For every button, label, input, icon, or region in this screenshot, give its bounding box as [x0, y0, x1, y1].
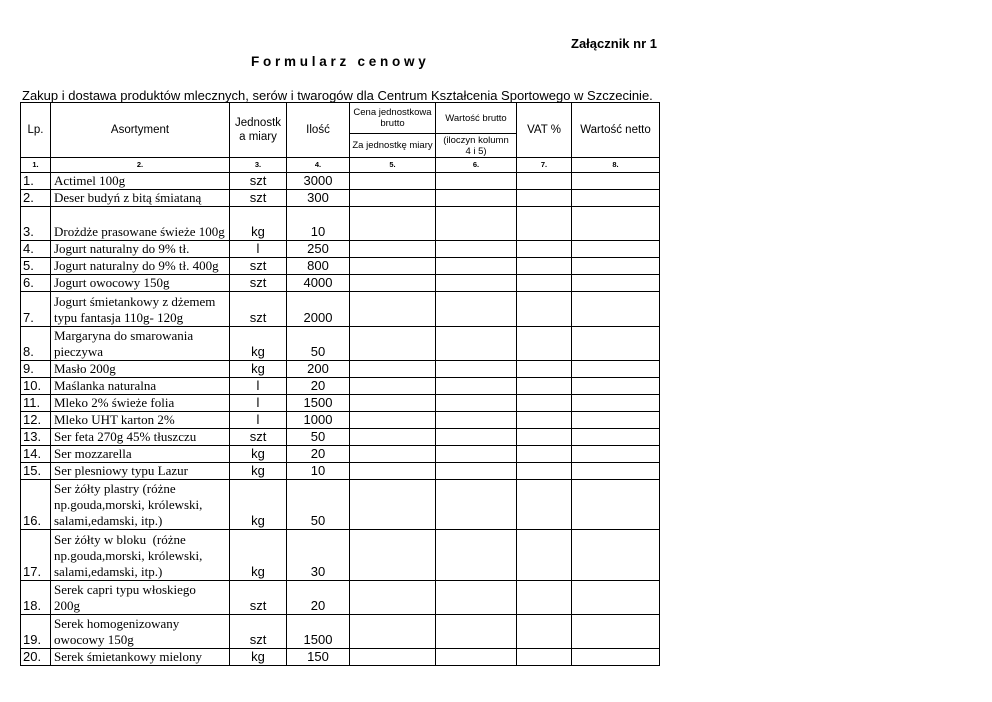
header-unit-line: Jednostk [234, 117, 282, 129]
quantity-cell: 3000 [287, 173, 350, 190]
unit-price-cell [350, 258, 436, 275]
unit-cell: kg [230, 463, 287, 480]
assortment-line: Mleko 2% świeże folia [54, 395, 175, 410]
vat-cell [517, 190, 572, 207]
unit-cell: kg [230, 530, 287, 581]
header-quantity: Ilość [287, 103, 350, 158]
net-value-cell [572, 412, 660, 429]
gross-value-cell [436, 615, 517, 649]
assortment-line: owocowy 150g [54, 632, 134, 647]
gross-value-cell [436, 429, 517, 446]
quantity-cell: 50 [287, 327, 350, 361]
assortment-cell [51, 480, 230, 530]
assortment-line: Ser żółty plastry (różne [54, 481, 176, 496]
quantity-cell: 800 [287, 258, 350, 275]
quantity-cell: 20 [287, 581, 350, 615]
quantity-cell: 200 [287, 361, 350, 378]
header-unit-line: a miary [239, 131, 277, 143]
procurement-subject: Zakup i dostawa produktów mlecznych, serów i twarogów dla Centrum Kształcenia Sportowego w Szczecinie. [22, 88, 653, 103]
quantity-cell: 30 [287, 530, 350, 581]
unit-cell: l [230, 395, 287, 412]
assortment-cell [51, 327, 230, 361]
gross-value-cell [436, 190, 517, 207]
lp-cell: 11. [21, 395, 51, 412]
net-value-cell [572, 429, 660, 446]
lp-cell: 20. [21, 649, 51, 666]
vat-cell [517, 581, 572, 615]
lp-cell: 10. [21, 378, 51, 395]
table-row [21, 649, 660, 666]
column-number: 2. [51, 158, 230, 173]
column-number-row [21, 158, 660, 173]
vat-cell [517, 395, 572, 412]
unit-cell: szt [230, 190, 287, 207]
attachment-label: Załącznik nr 1 [571, 36, 657, 51]
quantity-cell: 250 [287, 241, 350, 258]
assortment-line: pieczywa [54, 344, 104, 359]
lp-cell: 19. [21, 615, 51, 649]
net-value-cell [572, 207, 660, 241]
vat-cell [517, 463, 572, 480]
assortment-cell [51, 615, 230, 649]
unit-cell: l [230, 378, 287, 395]
table-row [21, 173, 660, 190]
unit-cell: kg [230, 207, 287, 241]
column-number: 7. [517, 158, 572, 173]
assortment-cell [51, 275, 230, 292]
column-number: 5. [350, 158, 436, 173]
unit-price-cell [350, 581, 436, 615]
net-value-cell [572, 292, 660, 327]
unit-cell: l [230, 412, 287, 429]
table-row [21, 275, 660, 292]
vat-cell [517, 361, 572, 378]
lp-cell: 16. [21, 480, 51, 530]
lp-cell: 17. [21, 530, 51, 581]
net-value-cell [572, 649, 660, 666]
assortment-line: Margaryna do smarowania [54, 328, 194, 343]
unit-price-cell [350, 615, 436, 649]
assortment-cell [51, 258, 230, 275]
table-row [21, 463, 660, 480]
assortment-line: salami,edamski, itp.) [54, 513, 163, 528]
assortment-line: Deser budyń z bitą śmiataną [54, 190, 202, 205]
quantity-cell: 10 [287, 207, 350, 241]
assortment-cell [51, 412, 230, 429]
unit-cell: kg [230, 361, 287, 378]
assortment-line: Jogurt śmietankowy z dżemem [54, 294, 216, 309]
vat-cell [517, 480, 572, 530]
assortment-line: Jogurt naturalny do 9% tł. 400g [54, 258, 219, 273]
net-value-cell [572, 615, 660, 649]
unit-price-cell [350, 378, 436, 395]
lp-cell: 14. [21, 446, 51, 463]
table-body [21, 173, 660, 666]
assortment-cell [51, 429, 230, 446]
lp-cell: 6. [21, 275, 51, 292]
vat-cell [517, 275, 572, 292]
assortment-line: np.gouda,morski, królewski, [54, 497, 203, 512]
vat-cell [517, 429, 572, 446]
gross-value-cell [436, 327, 517, 361]
gross-value-cell [436, 649, 517, 666]
header-gross-value-sub [436, 134, 517, 158]
unit-cell: kg [230, 327, 287, 361]
vat-cell [517, 173, 572, 190]
unit-price-cell [350, 241, 436, 258]
table-row [21, 581, 660, 615]
gross-value-cell [436, 258, 517, 275]
table-row [21, 530, 660, 581]
assortment-cell [51, 463, 230, 480]
assortment-line: Ser żółty w bloku (różne [54, 532, 186, 547]
unit-cell: l [230, 241, 287, 258]
quantity-cell: 50 [287, 429, 350, 446]
assortment-cell [51, 530, 230, 581]
net-value-cell [572, 480, 660, 530]
gross-value-cell [436, 395, 517, 412]
net-value-cell [572, 275, 660, 292]
unit-price-cell [350, 463, 436, 480]
assortment-line: typu fantasja 110g- 120g [54, 310, 184, 325]
assortment-line: Masło 200g [54, 361, 116, 376]
table-row [21, 361, 660, 378]
assortment-cell [51, 190, 230, 207]
assortment-cell [51, 395, 230, 412]
assortment-line: Serek homogenizowany [54, 616, 180, 631]
table-row [21, 615, 660, 649]
unit-cell: szt [230, 615, 287, 649]
net-value-cell [572, 327, 660, 361]
unit-price-cell [350, 446, 436, 463]
unit-price-cell [350, 190, 436, 207]
quantity-cell: 4000 [287, 275, 350, 292]
table-row [21, 207, 660, 241]
net-value-cell [572, 463, 660, 480]
lp-cell: 18. [21, 581, 51, 615]
table-row [21, 241, 660, 258]
quantity-cell: 1000 [287, 412, 350, 429]
gross-value-cell [436, 275, 517, 292]
unit-price-cell [350, 207, 436, 241]
header-gross-value-sub-line: 4 i 5) [465, 145, 487, 157]
assortment-line: Ser feta 270g 45% tłuszczu [54, 429, 197, 444]
column-number: 8. [572, 158, 660, 173]
unit-price-cell [350, 649, 436, 666]
lp-cell: 3. [21, 207, 51, 241]
unit-price-cell [350, 327, 436, 361]
column-number: 6. [436, 158, 517, 173]
unit-cell: szt [230, 292, 287, 327]
table-row [21, 327, 660, 361]
column-number: 4. [287, 158, 350, 173]
assortment-cell [51, 292, 230, 327]
assortment-line: Mleko UHT karton 2% [54, 412, 175, 427]
header-row [21, 103, 660, 134]
table-row [21, 378, 660, 395]
column-number: 3. [230, 158, 287, 173]
header-unit-price-line: Cena jednostkowa [353, 107, 432, 118]
assortment-line: np.gouda,morski, królewski, [54, 548, 203, 563]
unit-cell: szt [230, 429, 287, 446]
net-value-cell [572, 173, 660, 190]
vat-cell [517, 412, 572, 429]
quantity-cell: 10 [287, 463, 350, 480]
assortment-line: Drożdże prasowane świeże 100g [54, 224, 225, 239]
header-unit-price [350, 103, 436, 134]
table-row [21, 292, 660, 327]
net-value-cell [572, 446, 660, 463]
header-gross-value: Wartość brutto [436, 103, 517, 134]
lp-cell: 9. [21, 361, 51, 378]
gross-value-cell [436, 412, 517, 429]
table-row [21, 395, 660, 412]
assortment-line: Maślanka naturalna [54, 378, 157, 393]
unit-price-cell [350, 412, 436, 429]
lp-cell: 7. [21, 292, 51, 327]
vat-cell [517, 615, 572, 649]
lp-cell: 15. [21, 463, 51, 480]
unit-cell: kg [230, 649, 287, 666]
unit-cell: szt [230, 258, 287, 275]
unit-price-cell [350, 173, 436, 190]
vat-cell [517, 649, 572, 666]
vat-cell [517, 241, 572, 258]
unit-price-cell [350, 275, 436, 292]
vat-cell [517, 258, 572, 275]
assortment-cell [51, 581, 230, 615]
unit-price-cell [350, 292, 436, 327]
header-unit [230, 103, 287, 158]
lp-cell: 5. [21, 258, 51, 275]
unit-cell: szt [230, 173, 287, 190]
header-lp: Lp. [21, 103, 51, 158]
gross-value-cell [436, 292, 517, 327]
gross-value-cell [436, 480, 517, 530]
net-value-cell [572, 378, 660, 395]
header-gross-value-sub-line: (iloczyn kolumn [443, 134, 509, 146]
gross-value-cell [436, 581, 517, 615]
unit-price-cell [350, 361, 436, 378]
assortment-line: Serek capri typu włoskiego [54, 582, 196, 597]
assortment-line: Ser mozzarella [54, 446, 132, 461]
gross-value-cell [436, 446, 517, 463]
unit-cell: kg [230, 480, 287, 530]
assortment-line: Actimel 100g [54, 173, 126, 188]
net-value-cell [572, 241, 660, 258]
lp-cell: 1. [21, 173, 51, 190]
vat-cell [517, 327, 572, 361]
header-net-value: Wartość netto [572, 103, 660, 158]
assortment-line: Ser plesniowy typu Lazur [54, 463, 188, 478]
unit-cell: szt [230, 275, 287, 292]
column-number: 1. [21, 158, 51, 173]
unit-price-cell [350, 530, 436, 581]
vat-cell [517, 207, 572, 241]
assortment-line: 200g [54, 598, 80, 613]
gross-value-cell [436, 361, 517, 378]
unit-price-cell [350, 480, 436, 530]
form-title: F o r m u l a r z c e n o w y [251, 54, 426, 69]
assortment-cell [51, 241, 230, 258]
lp-cell: 12. [21, 412, 51, 429]
assortment-cell [51, 378, 230, 395]
vat-cell [517, 530, 572, 581]
gross-value-cell [436, 378, 517, 395]
quantity-cell: 50 [287, 480, 350, 530]
vat-cell [517, 378, 572, 395]
lp-cell: 2. [21, 190, 51, 207]
assortment-cell [51, 173, 230, 190]
assortment-line: salami,edamski, itp.) [54, 564, 163, 579]
table-row [21, 412, 660, 429]
assortment-cell [51, 446, 230, 463]
assortment-line: Jogurt owocowy 150g [54, 275, 170, 290]
net-value-cell [572, 361, 660, 378]
vat-cell [517, 446, 572, 463]
net-value-cell [572, 258, 660, 275]
assortment-cell [51, 207, 230, 241]
net-value-cell [572, 190, 660, 207]
unit-price-cell [350, 429, 436, 446]
gross-value-cell [436, 530, 517, 581]
net-value-cell [572, 530, 660, 581]
header-assortment: Asortyment [51, 103, 230, 158]
quantity-cell: 1500 [287, 615, 350, 649]
unit-price-cell [350, 395, 436, 412]
assortment-cell [51, 361, 230, 378]
table-row [21, 258, 660, 275]
quantity-cell: 1500 [287, 395, 350, 412]
quantity-cell: 2000 [287, 292, 350, 327]
header-unit-price-sub: Za jednostkę miary [350, 134, 436, 158]
unit-cell: kg [230, 446, 287, 463]
quantity-cell: 20 [287, 446, 350, 463]
net-value-cell [572, 581, 660, 615]
table-row [21, 190, 660, 207]
table-row [21, 446, 660, 463]
header-unit-price-line: brutto [380, 118, 405, 129]
vat-cell [517, 292, 572, 327]
table-header [21, 103, 660, 173]
assortment-cell [51, 649, 230, 666]
table-row [21, 429, 660, 446]
quantity-cell: 150 [287, 649, 350, 666]
assortment-line: Serek śmietankowy mielony [54, 649, 203, 664]
gross-value-cell [436, 207, 517, 241]
net-value-cell [572, 395, 660, 412]
gross-value-cell [436, 173, 517, 190]
lp-cell: 4. [21, 241, 51, 258]
quantity-cell: 20 [287, 378, 350, 395]
unit-cell: szt [230, 581, 287, 615]
gross-value-cell [436, 463, 517, 480]
price-form-table [20, 102, 660, 666]
header-vat: VAT % [517, 103, 572, 158]
gross-value-cell [436, 241, 517, 258]
lp-cell: 13. [21, 429, 51, 446]
lp-cell: 8. [21, 327, 51, 361]
quantity-cell: 300 [287, 190, 350, 207]
assortment-line: Jogurt naturalny do 9% tł. [54, 241, 190, 256]
table-row [21, 480, 660, 530]
